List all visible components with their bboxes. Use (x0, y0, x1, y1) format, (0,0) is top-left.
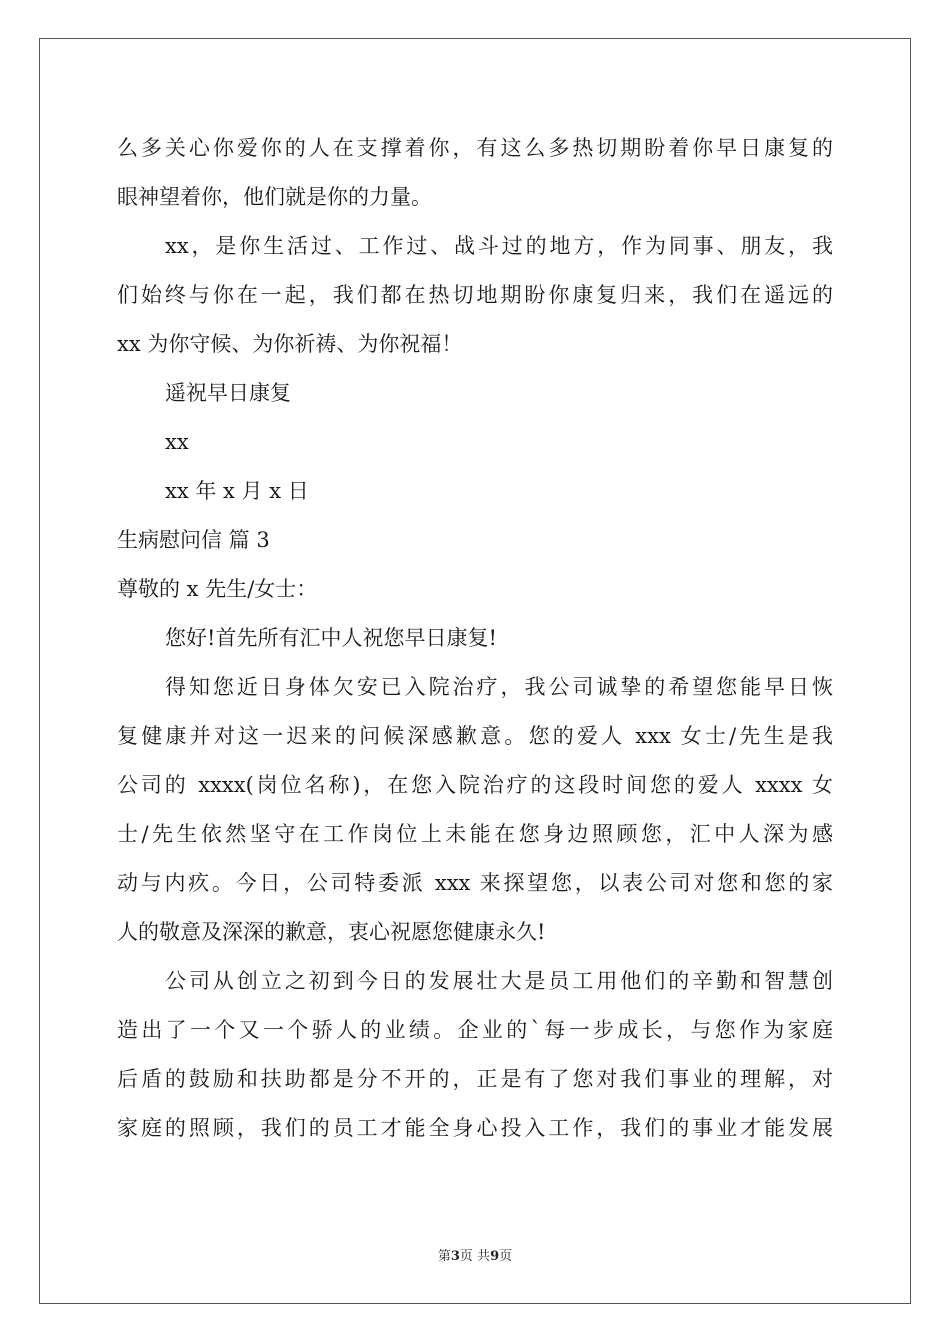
text-line: 公司的 xxxx(岗位名称)，在您入院治疗的这段时间您的爱人 xxxx 女 (117, 773, 833, 797)
text-line: 动与内疚。今日，公司特委派 xxx 来探望您，以表公司对您和您的家 (117, 871, 833, 895)
text-line: xx 为你守候、为你祈祷、为你祝福！ (117, 332, 463, 356)
text-line: 士/先生依然坚守在工作岗位上未能在您身边照顾您，汇中人深为感 (117, 822, 833, 846)
salutation: 尊敬的 x 先生/女士： (117, 577, 318, 601)
text-line: 得知您近日身体欠安已入院治疗，我公司诚挚的希望您能早日恢 (165, 675, 833, 699)
text-line: 们始终与你在一起，我们都在热切地期盼你康复归来，我们在遥远的 (117, 283, 833, 307)
text-line: 复健康并对这一迟来的问候深感歉意。您的爱人 xxx 女士/先生是我 (117, 724, 833, 748)
text-line: 么多关心你爱你的人在支撑着你，有这么多热切期盼着你早日康复的 (117, 136, 833, 160)
text-line: 公司从创立之初到今日的发展壮大是员工用他们的辛勤和智慧创 (165, 969, 833, 993)
text-line: xx，是你生活过、工作过、战斗过的地方，作为同事、朋友，我 (165, 234, 833, 258)
footer-current-page: 3 (450, 1249, 460, 1264)
letter-date: xx 年 x 月 x 日 (165, 479, 309, 503)
greeting-line: 您好!首先所有汇中人祝您早日康复! (165, 626, 497, 650)
closing-wish: 遥祝早日康复 (165, 381, 291, 405)
text-line: 后盾的鼓励和扶助都是分不开的，正是有了您对我们事业的理解，对 (117, 1067, 833, 1091)
document-body (117, 124, 833, 1153)
footer-total-pages: 9 (490, 1249, 500, 1264)
text-line: 造出了一个又一个骄人的业绩。企业的`每一步成长，与您作为家庭 (117, 1018, 833, 1042)
footer-page-suffix: 页 (499, 1249, 513, 1264)
text-line: 家庭的照顾，我们的员工才能全身心投入工作，我们的事业才能发展 (117, 1116, 833, 1140)
page-footer (0, 1248, 950, 1266)
footer-page-prefix: 第 (437, 1249, 451, 1264)
footer-page-mid: 页 共 (459, 1249, 491, 1264)
text-line: 人的敬意及深深的歉意，衷心祝愿您健康永久! (117, 920, 546, 944)
signature: xx (165, 430, 189, 454)
section-heading: 生病慰问信 篇 3 (117, 528, 270, 552)
text-line: 眼神望着你，他们就是你的力量。 (117, 185, 432, 209)
